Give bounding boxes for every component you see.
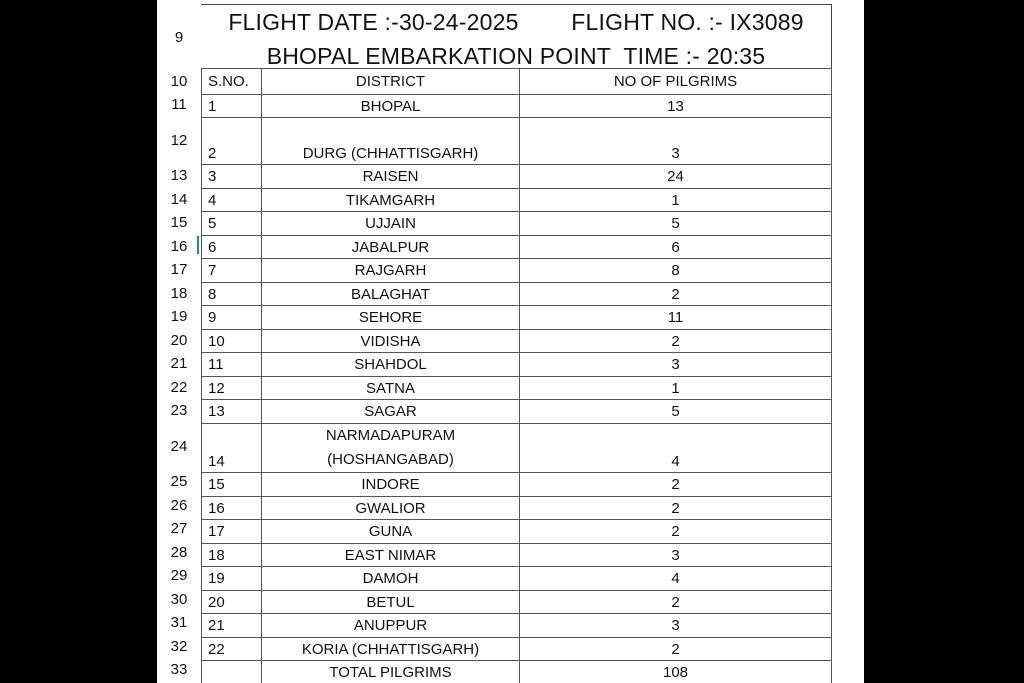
- row-number: 30: [170, 591, 188, 608]
- pilgrims-cell: 6: [520, 236, 832, 259]
- sno-cell: 16: [202, 497, 262, 520]
- sno-cell: 10: [202, 330, 262, 353]
- pilgrims-cell: 1: [520, 189, 832, 212]
- district-cell: SATNA: [262, 377, 520, 400]
- sno-cell: 18: [202, 544, 262, 567]
- sno-cell: 13: [202, 400, 262, 424]
- flight-header: [201, 4, 832, 69]
- pilgrims-cell: 1: [520, 377, 832, 400]
- row-number: 10: [170, 73, 188, 90]
- row-number: 14: [170, 191, 188, 208]
- column-header-pilgrims: NO OF PILGRIMS: [520, 69, 832, 95]
- row-number: 28: [170, 544, 188, 561]
- row-number: 20: [170, 332, 188, 349]
- district-cell: DAMOH: [262, 567, 520, 591]
- row-number: 31: [170, 614, 188, 631]
- pilgrims-cell: 5: [520, 400, 832, 424]
- district-cell: BHOPAL: [262, 95, 520, 118]
- table-row: [202, 236, 832, 259]
- district-cell: RAISEN: [262, 165, 520, 189]
- row-number: 16: [170, 238, 188, 255]
- table-row: [202, 497, 832, 520]
- table-row: [202, 544, 832, 567]
- sno-cell: 20: [202, 591, 262, 614]
- sno-cell: 2: [202, 118, 262, 165]
- district-cell: RAJGARH: [262, 259, 520, 283]
- row-number: 24: [170, 438, 188, 455]
- table-row: [202, 330, 832, 353]
- pilgrims-cell: 5: [520, 212, 832, 236]
- sno-cell: 11: [202, 353, 262, 377]
- row-number: 21: [170, 355, 188, 372]
- pilgrims-cell: 3: [520, 614, 832, 638]
- pilgrims-cell: 2: [520, 591, 832, 614]
- sno-cell: 5: [202, 212, 262, 236]
- table-row: [202, 212, 832, 236]
- row-number: 22: [170, 379, 188, 396]
- sno-cell: 8: [202, 283, 262, 306]
- table-row: [202, 638, 832, 661]
- column-header-district: DISTRICT: [262, 69, 520, 95]
- district-cell: KORIA (CHHATTISGARH): [262, 638, 520, 661]
- pilgrims-cell: 2: [520, 638, 832, 661]
- pilgrims-cell: 11: [520, 306, 832, 330]
- pilgrims-cell: 13: [520, 95, 832, 118]
- sno-cell: 22: [202, 638, 262, 661]
- pilgrims-cell: 24: [520, 165, 832, 189]
- sno-cell: 14: [202, 424, 262, 473]
- row-number: 9: [174, 29, 184, 46]
- row-number: 33: [170, 661, 188, 678]
- table-row: [202, 591, 832, 614]
- table-row: [202, 95, 832, 118]
- row-number: 27: [170, 520, 188, 537]
- row-number: 32: [170, 638, 188, 655]
- sno-cell: 7: [202, 259, 262, 283]
- table-row: [202, 306, 832, 330]
- row-number: 29: [170, 567, 188, 584]
- row-number: 25: [170, 473, 188, 490]
- district-cell: DURG (CHHATTISGARH): [262, 118, 520, 165]
- row-number: 12: [170, 132, 188, 149]
- district-cell: EAST NIMAR: [262, 544, 520, 567]
- table-row: [202, 259, 832, 283]
- sno-cell: 15: [202, 473, 262, 497]
- sno-cell: 21: [202, 614, 262, 638]
- table-row: [202, 614, 832, 638]
- row-number: 23: [170, 402, 188, 419]
- row-number: 18: [170, 285, 188, 302]
- district-cell: UJJAIN: [262, 212, 520, 236]
- sno-cell: 17: [202, 520, 262, 544]
- sno-cell: 6: [202, 236, 262, 259]
- pilgrims-cell: 2: [520, 520, 832, 544]
- district-cell: VIDISHA: [262, 330, 520, 353]
- district-cell: TIKAMGARH: [262, 189, 520, 212]
- cell-cursor-marker: [197, 236, 199, 254]
- table-row: [202, 520, 832, 544]
- row-number: 17: [170, 261, 188, 278]
- pilgrims-cell: 8: [520, 259, 832, 283]
- table-row: [202, 283, 832, 306]
- total-label: TOTAL PILGRIMS: [262, 661, 520, 683]
- district-cell: INDORE: [262, 473, 520, 497]
- sno-cell: [202, 661, 262, 683]
- pilgrims-cell: 2: [520, 330, 832, 353]
- sno-cell: 4: [202, 189, 262, 212]
- sno-cell: 3: [202, 165, 262, 189]
- table-row: [202, 189, 832, 212]
- pilgrims-cell: 4: [520, 567, 832, 591]
- row-number: 19: [170, 308, 188, 325]
- pilgrims-cell: 2: [520, 473, 832, 497]
- district-cell: GWALIOR: [262, 497, 520, 520]
- row-number: 26: [170, 497, 188, 514]
- district-cell: SHAHDOL: [262, 353, 520, 377]
- sno-cell: 9: [202, 306, 262, 330]
- row-number: 15: [170, 214, 188, 231]
- district-cell: SEHORE: [262, 306, 520, 330]
- pilgrims-cell: 2: [520, 497, 832, 520]
- table-row: [202, 567, 832, 591]
- table-row: [202, 424, 832, 473]
- district-cell: SAGAR: [262, 400, 520, 424]
- pilgrims-cell: 3: [520, 118, 832, 165]
- table-row: [202, 377, 832, 400]
- pilgrims-cell: 2: [520, 283, 832, 306]
- district-cell: ANUPPUR: [262, 614, 520, 638]
- row-number: 13: [170, 167, 188, 184]
- sno-cell: 1: [202, 95, 262, 118]
- table-row: [202, 400, 832, 424]
- district-cell: BALAGHAT: [262, 283, 520, 306]
- sno-cell: 19: [202, 567, 262, 591]
- table-header-row: [202, 69, 832, 95]
- district-cell: BETUL: [262, 591, 520, 614]
- total-value: 108: [520, 661, 832, 683]
- district-cell: NARMADAPURAM (HOSHANGABAD): [262, 424, 520, 473]
- district-cell: JABALPUR: [262, 236, 520, 259]
- pilgrims-cell: 3: [520, 544, 832, 567]
- table-row: [202, 118, 832, 165]
- district-cell: GUNA: [262, 520, 520, 544]
- flight-date-and-number: FLIGHT DATE :-30-24-2025 FLIGHT NO. :- IX3089: [228, 9, 804, 35]
- table-row: [202, 165, 832, 189]
- spreadsheet-page: [157, 0, 864, 683]
- pilgrims-table: [201, 68, 832, 683]
- pilgrims-cell: 4: [520, 424, 832, 473]
- total-row: [202, 661, 832, 683]
- table-row: [202, 473, 832, 497]
- pilgrims-cell: 3: [520, 353, 832, 377]
- row-number: 11: [171, 96, 187, 113]
- row-number-gutter: [157, 0, 201, 683]
- column-header-sno: S.NO.: [202, 69, 262, 95]
- embarkation-point-time: BHOPAL EMBARKATION POINT TIME :- 20:35: [266, 43, 766, 69]
- table-row: [202, 353, 832, 377]
- sno-cell: 12: [202, 377, 262, 400]
